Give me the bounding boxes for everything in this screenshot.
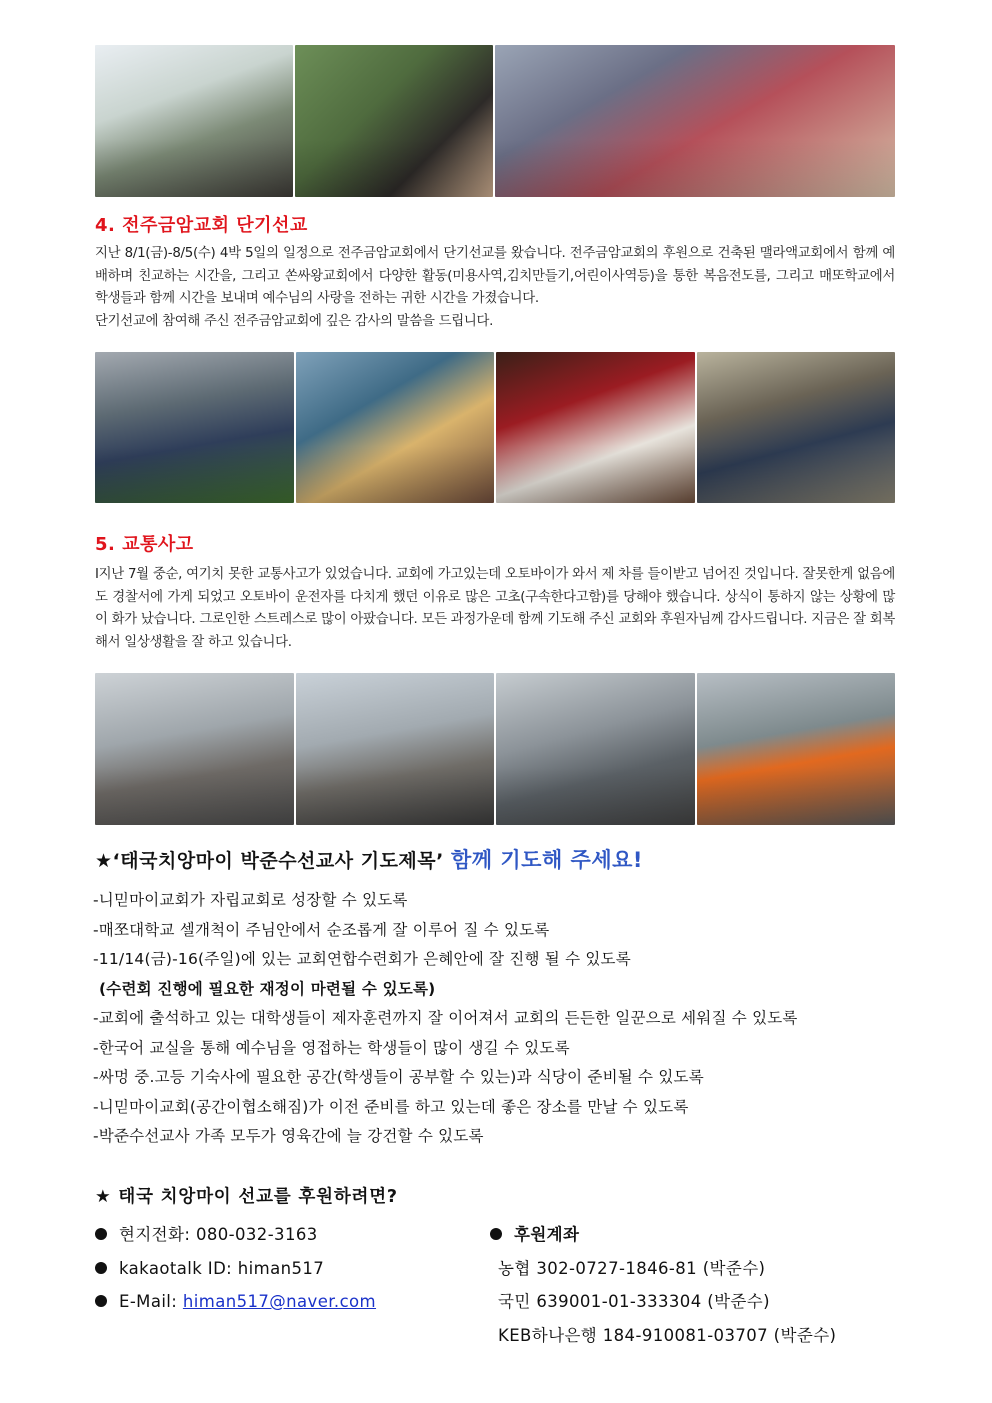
mission-photo-row <box>95 352 895 503</box>
support-title: ★ 태국 치앙마이 선교를 후원하려면? <box>95 1187 398 1207</box>
contact-email <box>95 1285 376 1319</box>
photo-accident-scene-4 <box>697 673 896 825</box>
contact-phone <box>95 1218 376 1252</box>
photo-accident-scene-2 <box>296 673 495 825</box>
bullet-icon <box>95 1228 107 1240</box>
bullet-icon <box>490 1228 502 1240</box>
section-body-short-term-mission <box>95 243 895 333</box>
prayer-title-main: ★‘태국치앙마이 박준수선교사 기도제목’ <box>95 850 444 872</box>
prayer-item: -11/14(금)-16(주일)에 있는 교회연합수련회가 은혜안에 잘 진행 될 수 있도록 <box>93 950 631 968</box>
photo-study-room <box>95 45 293 197</box>
section-heading-traffic-accident: 5. 교통사고 <box>95 534 194 555</box>
photo-cafe-selfie <box>295 45 493 197</box>
paragraph: 지난 8/1(금)-8/5(수) 4박 5일의 일정으로 전주금암교회에서 단기선교를 왔습니다. 전주금암교회의 후원으로 건축된 맬라액교회에서 함께 예배하며 친교하는 시간을, 그리고 쏜싸왕교회에서 다양한 활동(미용사역,김치만들기,어린이사역등)을 통한 복음전도를, 그리고 매또학교에서 학생들과 함께 시간을 보내며 예수님의 사랑을 전하는 귀한 시간을 가졌습니다. <box>95 246 895 306</box>
accident-photo-row <box>95 673 895 825</box>
prayer-item: -니믿마이교회가 자립교회로 성장할 수 있도록 <box>93 891 408 909</box>
contact-email-label: E-Mail: <box>119 1292 183 1311</box>
top-photo-row <box>95 45 895 197</box>
photo-church-service <box>95 352 294 503</box>
prayer-item: -매쪼대학교 셀개척이 주님안에서 순조롭게 잘 이루어 질 수 있도록 <box>93 920 550 939</box>
account-item: 농협 302-0727-1846-81 (박준수) <box>498 1258 766 1278</box>
contact-kakao-text: kakaotalk ID: himan517 <box>119 1258 325 1278</box>
prayer-list <box>93 886 903 1152</box>
prayer-item: -니믿마이교회(공간이협소해짐)가 이전 준비를 하고 있는데 좋은 장소를 만날 수 있도록 <box>93 1097 689 1116</box>
contact-phone-text: 현지전화: 080-032-3163 <box>119 1225 318 1244</box>
prayer-item: (수련회 진행에 필요한 재정이 마련될 수 있도록) <box>99 979 436 998</box>
contact-kakao <box>95 1252 376 1286</box>
paragraph: 단기선교에 참여해 주신 전주금암교회에 깊은 감사의 말씀을 드립니다. <box>95 313 494 329</box>
accounts-title <box>490 1218 836 1252</box>
photo-accident-scene-3 <box>496 673 695 825</box>
account-item: 국민 639001-01-333304 (박준수) <box>498 1292 770 1311</box>
prayer-item: -싸멍 중.고등 기숙사에 필요한 공간(학생들이 공부할 수 있는)과 식당이 준비될 수 있도록 <box>93 1068 704 1086</box>
photo-group-restaurant <box>495 45 895 197</box>
bullet-icon <box>95 1295 107 1307</box>
bullet-icon <box>95 1262 107 1274</box>
section-body-traffic-accident <box>95 564 895 654</box>
email-link[interactable]: himan517@naver.com <box>182 1292 377 1311</box>
support-contacts <box>95 1218 376 1319</box>
section-heading-short-term-mission: 4. 전주금암교회 단기선교 <box>95 215 308 236</box>
prayer-item: -교회에 출석하고 있는 대학생들이 제자훈련까지 잘 이어져서 교회의 든든한 일꾼으로 세워질 수 있도록 <box>93 1009 798 1027</box>
support-accounts <box>490 1218 836 1352</box>
prayer-title-sub: 함께 기도해 주세요! <box>451 848 643 872</box>
photo-haircut-ministry <box>496 352 695 503</box>
photo-accident-scene-1 <box>95 673 294 825</box>
photo-children-activity <box>296 352 495 503</box>
photo-outdoor-gathering <box>697 352 896 503</box>
prayer-item: -한국어 교실을 통해 예수님을 영접하는 학생들이 많이 생길 수 있도록 <box>93 1038 570 1057</box>
prayer-title <box>95 844 643 874</box>
prayer-item: -박준수선교사 가족 모두가 영육간에 늘 강건할 수 있도록 <box>93 1127 484 1145</box>
paragraph: I지난 7월 중순, 여기치 못한 교통사고가 있었습니다. 교회에 가고있는데 오토바이가 와서 제 차를 들이받고 넘어진 것입니다. 잘못한게 없음에도 경찰서에 가게 되었고 오토바이 운전자를 다치게 했던 이유로 많은 고초(구속한다고함)를 당해야 했습니다. 상식이 통하지 않는 상황에 많이 화가 났습니다. 그로인한 스트레스로 많이 아팠습니다. 모든 과정가운데 함께 기도해 주신 교회와 후원자님께 감사드립니다. 지금은 잘 회복해서 일상생활을 잘 하고 있습니다. <box>95 567 896 650</box>
accounts-title-text: 후원계좌 <box>514 1225 580 1244</box>
account-item: KEB하나은행 184-910081-03707 (박준수) <box>498 1325 837 1345</box>
